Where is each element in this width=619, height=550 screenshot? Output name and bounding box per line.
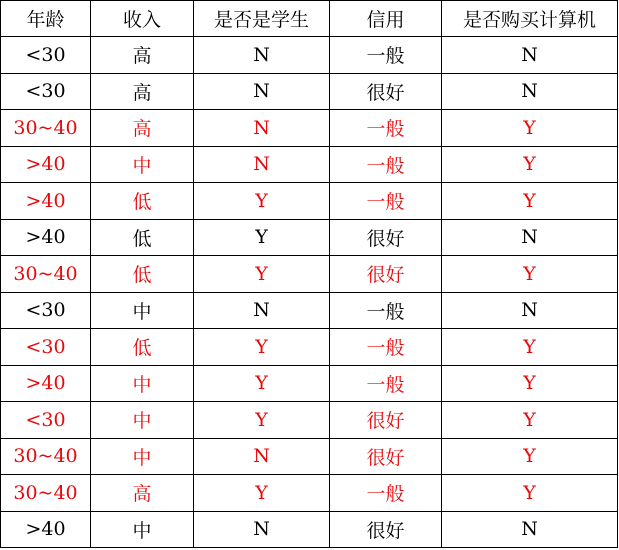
cell-buys-computer: Y bbox=[442, 110, 618, 147]
cell-income: 中 bbox=[91, 146, 194, 183]
cell-credit: 一般 bbox=[330, 292, 442, 329]
cell-income: 中 bbox=[91, 402, 194, 439]
cell-student: Y bbox=[194, 183, 330, 220]
header-income: 收入 bbox=[91, 1, 194, 37]
cell-age: >40 bbox=[1, 146, 91, 183]
cell-age: >40 bbox=[1, 219, 91, 256]
cell-income: 中 bbox=[91, 292, 194, 329]
header-age: 年龄 bbox=[1, 1, 91, 37]
cell-buys-computer: N bbox=[442, 219, 618, 256]
table-row bbox=[1, 110, 618, 147]
cell-income: 高 bbox=[91, 73, 194, 110]
table-row bbox=[1, 37, 618, 74]
cell-credit: 一般 bbox=[330, 110, 442, 147]
table-row bbox=[1, 183, 618, 220]
cell-income: 中 bbox=[91, 438, 194, 475]
cell-income: 中 bbox=[91, 511, 194, 548]
cell-student: N bbox=[194, 146, 330, 183]
cell-age: 30~40 bbox=[1, 110, 91, 147]
cell-student: Y bbox=[194, 219, 330, 256]
cell-age: >40 bbox=[1, 183, 91, 220]
cell-credit: 一般 bbox=[330, 37, 442, 74]
cell-buys-computer: Y bbox=[442, 475, 618, 512]
cell-credit: 一般 bbox=[330, 183, 442, 220]
cell-buys-computer: Y bbox=[442, 256, 618, 293]
cell-buys-computer: Y bbox=[442, 402, 618, 439]
cell-age: 30~40 bbox=[1, 438, 91, 475]
cell-credit: 一般 bbox=[330, 365, 442, 402]
table-row bbox=[1, 73, 618, 110]
cell-age: <30 bbox=[1, 292, 91, 329]
table-row bbox=[1, 292, 618, 329]
cell-student: N bbox=[194, 73, 330, 110]
cell-income: 中 bbox=[91, 365, 194, 402]
cell-buys-computer: Y bbox=[442, 146, 618, 183]
cell-student: N bbox=[194, 110, 330, 147]
table-body bbox=[1, 37, 618, 548]
table-row bbox=[1, 475, 618, 512]
cell-buys-computer: Y bbox=[442, 183, 618, 220]
cell-age: >40 bbox=[1, 511, 91, 548]
cell-student: N bbox=[194, 292, 330, 329]
table-row bbox=[1, 438, 618, 475]
cell-buys-computer: N bbox=[442, 511, 618, 548]
cell-credit: 一般 bbox=[330, 146, 442, 183]
cell-student: N bbox=[194, 511, 330, 548]
header-student: 是否是学生 bbox=[194, 1, 330, 37]
cell-age: <30 bbox=[1, 329, 91, 366]
cell-age: <30 bbox=[1, 73, 91, 110]
cell-income: 高 bbox=[91, 475, 194, 512]
cell-income: 高 bbox=[91, 37, 194, 74]
cell-buys-computer: Y bbox=[442, 329, 618, 366]
cell-buys-computer: Y bbox=[442, 365, 618, 402]
cell-age: <30 bbox=[1, 402, 91, 439]
cell-buys-computer: Y bbox=[442, 438, 618, 475]
cell-income: 低 bbox=[91, 329, 194, 366]
cell-income: 低 bbox=[91, 183, 194, 220]
cell-student: Y bbox=[194, 256, 330, 293]
cell-buys-computer: N bbox=[442, 73, 618, 110]
cell-student: N bbox=[194, 37, 330, 74]
cell-age: 30~40 bbox=[1, 256, 91, 293]
table-row bbox=[1, 511, 618, 548]
cell-age: >40 bbox=[1, 365, 91, 402]
cell-credit: 很好 bbox=[330, 438, 442, 475]
table-row bbox=[1, 219, 618, 256]
cell-income: 低 bbox=[91, 219, 194, 256]
cell-buys-computer: N bbox=[442, 37, 618, 74]
cell-income: 低 bbox=[91, 256, 194, 293]
cell-credit: 很好 bbox=[330, 511, 442, 548]
cell-credit: 很好 bbox=[330, 402, 442, 439]
cell-student: Y bbox=[194, 365, 330, 402]
cell-student: Y bbox=[194, 475, 330, 512]
cell-student: Y bbox=[194, 329, 330, 366]
header-credit: 信用 bbox=[330, 1, 442, 37]
cell-credit: 很好 bbox=[330, 256, 442, 293]
cell-credit: 很好 bbox=[330, 73, 442, 110]
cell-age: <30 bbox=[1, 37, 91, 74]
cell-credit: 一般 bbox=[330, 329, 442, 366]
table-row bbox=[1, 329, 618, 366]
cell-student: N bbox=[194, 438, 330, 475]
table-row bbox=[1, 256, 618, 293]
cell-age: 30~40 bbox=[1, 475, 91, 512]
table-row bbox=[1, 146, 618, 183]
cell-buys-computer: N bbox=[442, 292, 618, 329]
header-row bbox=[1, 1, 618, 37]
cell-credit: 很好 bbox=[330, 219, 442, 256]
cell-credit: 一般 bbox=[330, 475, 442, 512]
cell-student: Y bbox=[194, 402, 330, 439]
header-buys-computer: 是否购买计算机 bbox=[442, 1, 618, 37]
table-row bbox=[1, 365, 618, 402]
table-row bbox=[1, 402, 618, 439]
cell-income: 高 bbox=[91, 110, 194, 147]
